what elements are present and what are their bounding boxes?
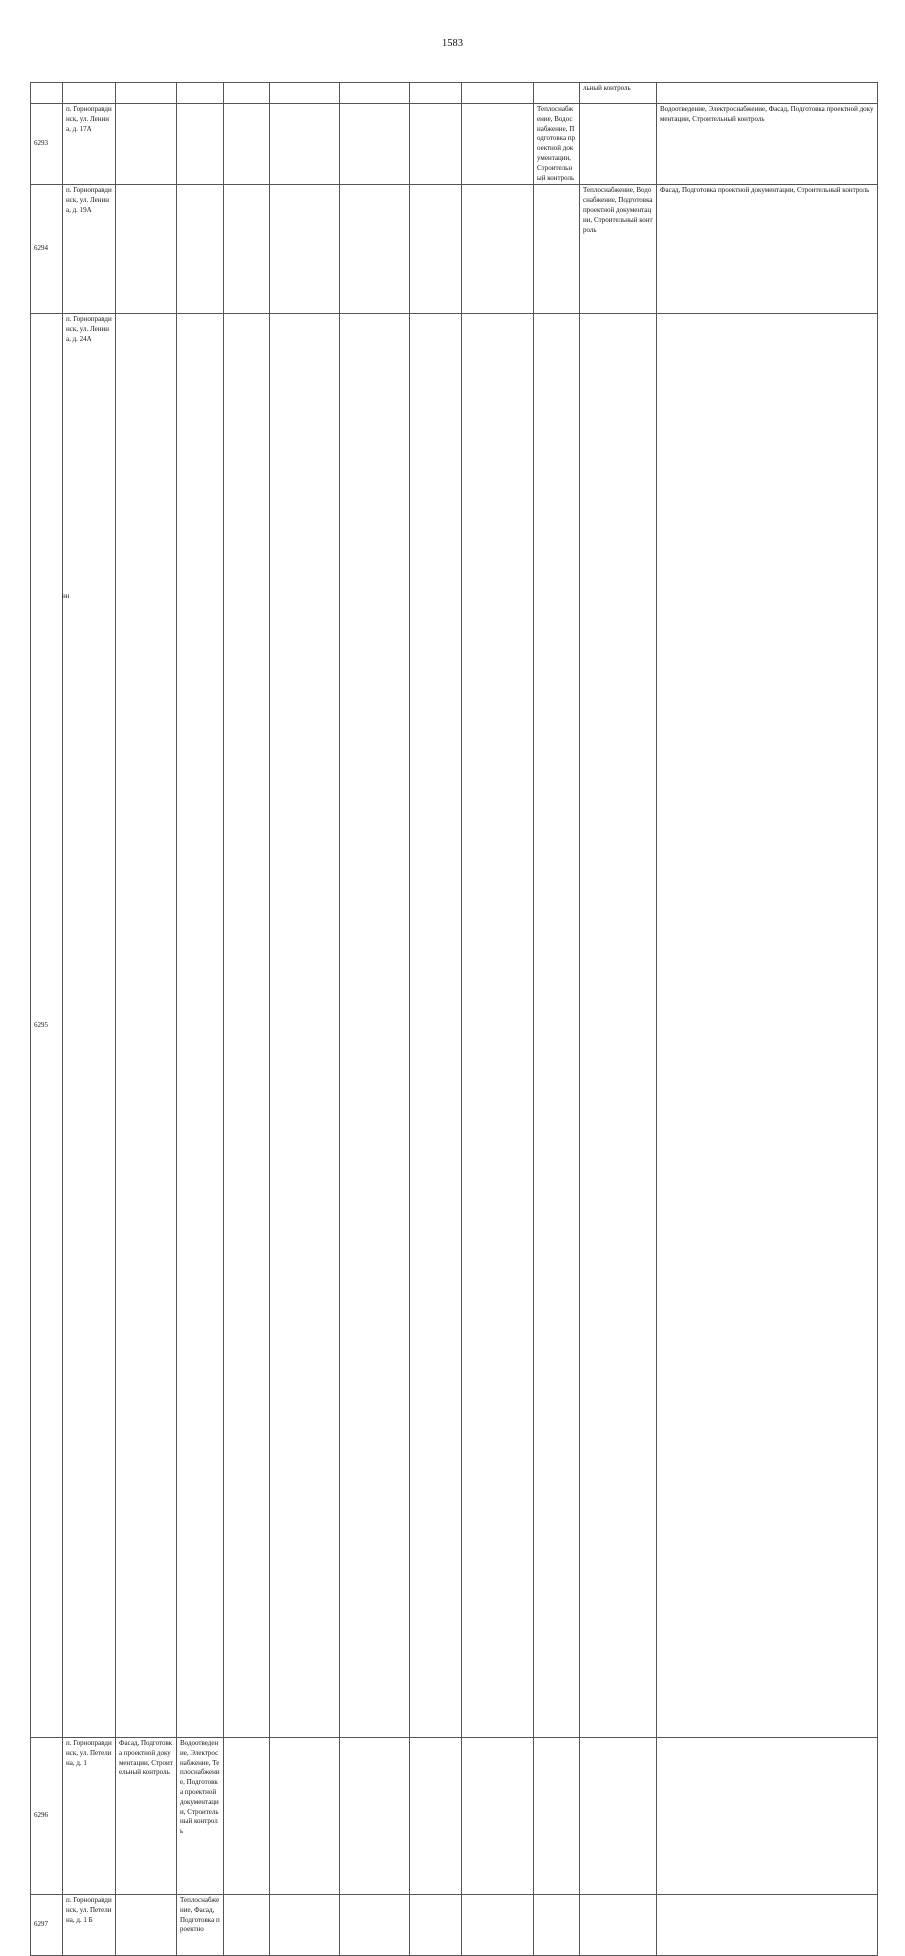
work-cell [580,1894,657,1955]
work-cell [462,185,534,314]
work-cell [224,104,270,185]
work-cell [410,1894,462,1955]
work-cell [340,1737,410,1894]
work-cell [340,104,410,185]
work-cell [534,1894,580,1955]
work-cell [177,185,224,314]
table-row [31,83,878,104]
work-cell: Водоотведение, Электроснабжение, Фасад, Подготовка проектной документации, Строительный контроль [657,104,878,185]
work-cell [270,314,340,1738]
work-cell [177,104,224,185]
work-cell [534,314,580,1738]
address-cell: п. Горноправдинск, ул. Ленина, д. 24А [63,314,116,1738]
row-number-cell: 6295 [31,314,63,1738]
work-cell: Водоотведение, Электроснабжение, Теплоснабжение, Подготовка проектной документации, Строительный контроль [177,1737,224,1894]
work-cell [224,314,270,1738]
work-cell: Теплоснабжение, Водоснабжение, Подготовка проектной документации, Строительный контроль [534,104,580,185]
work-cell [580,1737,657,1894]
work-cell [224,185,270,314]
address-cell: п. Горноправдинск, ул. Ленина, д. 17А [63,104,116,185]
table-row [31,185,878,314]
work-cell [116,104,177,185]
work-cell: Теплоснабжение, Фасад, Подготовка проектно [177,1894,224,1955]
footer-note: нн [62,592,70,600]
address-cell: п. Горноправдинск, ул. Петелина, д. 1 Б [63,1894,116,1955]
table-row [31,1737,878,1894]
row-number-cell: 6293 [31,104,63,185]
work-cell: Фасад, Подготовка проектной документации, Строительный контроль [657,185,878,314]
work-schedule-table [30,82,878,1956]
work-cell [116,314,177,1738]
work-cell [116,185,177,314]
work-cell [224,1894,270,1955]
work-cell [340,1894,410,1955]
work-cell [177,314,224,1738]
work-cell [410,104,462,185]
work-cell [657,83,878,104]
work-cell [340,314,410,1738]
table-row [31,1894,878,1955]
work-cell [177,83,224,104]
work-cell [224,83,270,104]
work-cell [410,1737,462,1894]
work-cell: Теплоснабжение, Водоснабжение, Подготовка проектной документации, Строительный контроль [580,185,657,314]
work-cell [270,1737,340,1894]
work-cell [340,185,410,314]
work-cell: льный контроль [580,83,657,104]
work-cell [657,1737,878,1894]
work-cell [270,1894,340,1955]
address-cell: п. Горноправдинск, ул. Ленина, д. 19А [63,185,116,314]
work-cell [534,1737,580,1894]
work-cell [462,314,534,1738]
work-cell [116,83,177,104]
work-cell [462,104,534,185]
work-cell [340,83,410,104]
address-cell [63,83,116,104]
work-cell [410,185,462,314]
table-row [31,104,878,185]
row-number-cell: 6296 [31,1737,63,1894]
work-cell [410,83,462,104]
page-number: 1583 [442,38,463,49]
work-cell [270,104,340,185]
table-row [31,314,878,1738]
work-cell [534,185,580,314]
work-cell [116,1894,177,1955]
work-cell [580,104,657,185]
work-cell [270,185,340,314]
work-cell [657,1894,878,1955]
address-cell: п. Горноправдинск, ул. Петелина, д. 1 [63,1737,116,1894]
work-cell: Фасад, Подготовка проектной документации, Строительный контроль [116,1737,177,1894]
work-cell [410,314,462,1738]
row-number-cell: 6294 [31,185,63,314]
work-cell [462,1894,534,1955]
work-cell [462,1737,534,1894]
work-cell [224,1737,270,1894]
row-number-cell [31,83,63,104]
row-number-cell: 6297 [31,1894,63,1955]
work-cell [462,83,534,104]
work-cell [580,314,657,1738]
work-cell [270,83,340,104]
work-cell [534,83,580,104]
work-cell [657,314,878,1738]
